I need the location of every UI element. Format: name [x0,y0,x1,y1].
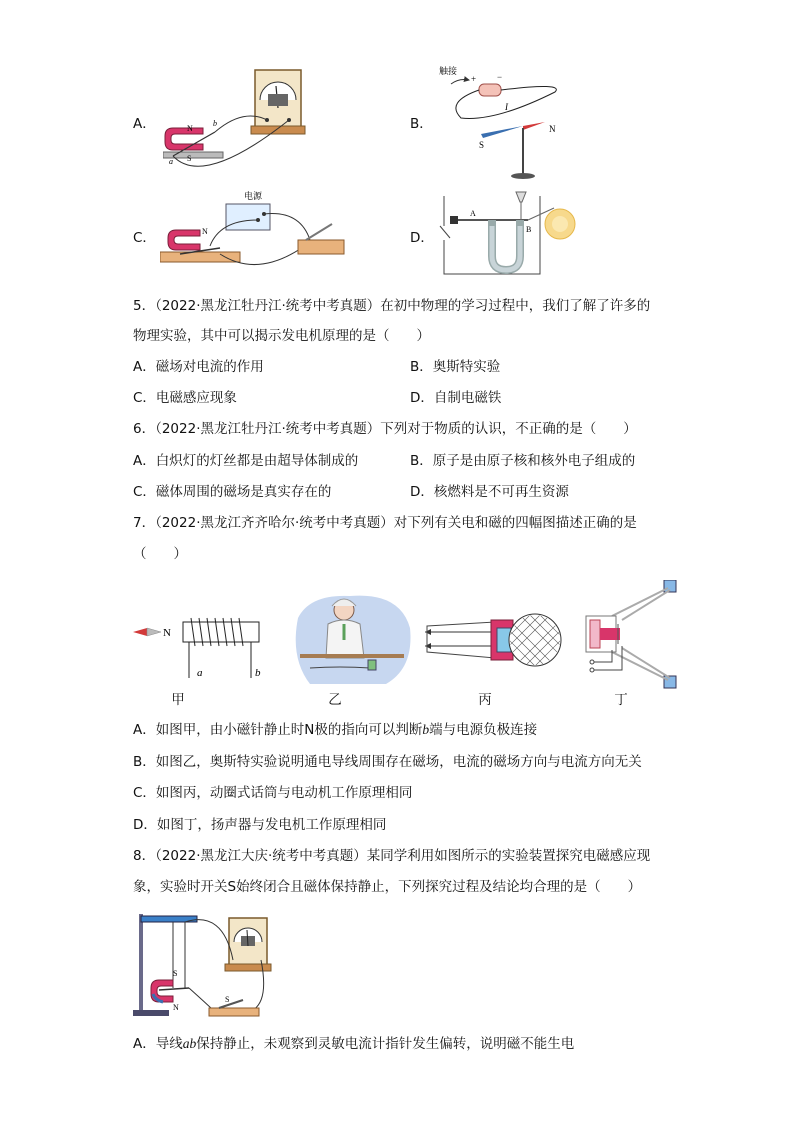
q7-option-a-post: 端与电源负极连接 [429,722,538,738]
q7-stem-line2: （ ） [133,546,187,562]
q4-option-b-letter[interactable]: B． [410,116,433,132]
q4-option-c-letter[interactable]: C． [133,230,156,246]
q6-option-b[interactable]: B．原子是由原子核和核外电子组成的 [410,453,636,469]
q8-stem-line2: 象，实验时开关S始终闭合且磁体保持静止，下列探究过程及结论均合理的是（ ） [133,879,642,895]
q5-stem-line1: 5．（2022·黑龙江牡丹江·统考中考真题）在初中物理的学习过程中，我们了解了许多的 [133,298,651,314]
q6-option-a[interactable]: A．白炽灯的灯丝都是由超导体制成的 [133,453,359,469]
q8-s-label: S [173,969,178,978]
q8-n-label: N [173,1003,179,1012]
q7-option-a[interactable] [133,720,537,740]
q4-a-n-label: N [187,124,193,133]
q8-stem-line1: 8．（2022·黑龙江大庆·统考中考真题）某同学利用如图所示的实验装置探究电磁感应现 [133,848,651,864]
q4-figure-a [163,68,313,178]
q4-b-i-label: I [505,102,508,112]
q7-figure-bing [425,612,565,676]
q7-figure-jia [133,612,268,682]
q7-option-b[interactable]: B．如图乙，奥斯特实验说明通电导线周围存在磁场，电流的磁场方向与电流方向无关 [133,754,642,770]
q4-d-b-label: B [526,225,532,234]
q8-option-a-pre: A．导线 [133,1036,183,1052]
q7-jia-b-label: b [255,667,261,679]
q7-jia-a-label: a [197,667,203,679]
q6-option-c[interactable]: C．磁体周围的磁场是真实存在的 [133,484,332,500]
q7-option-a-pre: A．如图甲，由小磁针静止时N极的指向可以判断 [133,722,423,738]
q4-option-a-letter[interactable]: A． [133,116,156,132]
q4-a-s-label: S [187,154,192,163]
q4-c-power-label: 电源 [244,191,263,201]
q4-d-a-label: A [470,209,476,218]
q4-figure-b [435,62,575,182]
q8-option-a-post: 保持静止，未观察到灵敏电流计指针发生偏转，说明磁不能生电 [196,1036,575,1052]
q4-a-a-label: a [169,157,173,166]
q7-caption-bing: 丙 [478,692,492,708]
q4-option-d-letter[interactable]: D． [410,230,434,246]
q8-switch-s-label: S [225,995,230,1004]
q7-figure-yi [290,588,415,688]
q8-figure [133,910,283,1022]
q8-option-a[interactable] [133,1034,574,1054]
q5-option-d[interactable]: D．自制电磁铁 [410,390,502,406]
q4-b-s-label: S [479,140,485,150]
q7-option-c[interactable]: C．如图丙，动圈式话筒与电动机工作原理相同 [133,785,413,801]
q4-b-n-label: N [549,124,556,134]
q4-a-b-label: b [213,119,217,128]
q5-stem-line2: 物理实验，其中可以揭示发电机原理的是（ ） [133,328,430,344]
q6-option-d[interactable]: D．核燃料是不可再生资源 [410,484,569,500]
q4-c-n-label: N [202,227,208,236]
q7-caption-ding: 丁 [614,692,628,708]
q8-option-a-var: ab [182,1036,197,1051]
q5-option-c[interactable]: C．电磁感应现象 [133,390,237,406]
q7-option-a-var: b [422,722,430,737]
q5-option-b[interactable]: B．奥斯特实验 [410,359,501,375]
q7-caption-jia: 甲 [171,692,185,708]
q7-jia-n-label: N [163,627,171,639]
q7-figure-ding [582,580,682,690]
q6-stem: 6．（2022·黑龙江牡丹江·统考中考真题）下列对于物质的认识，不正确的是（ ） [133,421,637,437]
q4-figure-d [430,186,590,280]
q5-option-a[interactable]: A．磁场对电流的作用 [133,359,264,375]
q7-option-d[interactable]: D．如图丁，扬声器与发电机工作原理相同 [133,817,387,833]
svg-text:−: − [497,72,503,82]
q7-caption-yi: 乙 [328,692,342,708]
svg-text:+: + [471,74,477,84]
q4-b-touch-label: 触接 [439,66,458,76]
q7-stem-line1: 7．（2022·黑龙江齐齐哈尔·统考中考真题）对下列有关电和磁的四幅图描述正确的是 [133,515,637,531]
q4-figure-c [160,190,350,270]
